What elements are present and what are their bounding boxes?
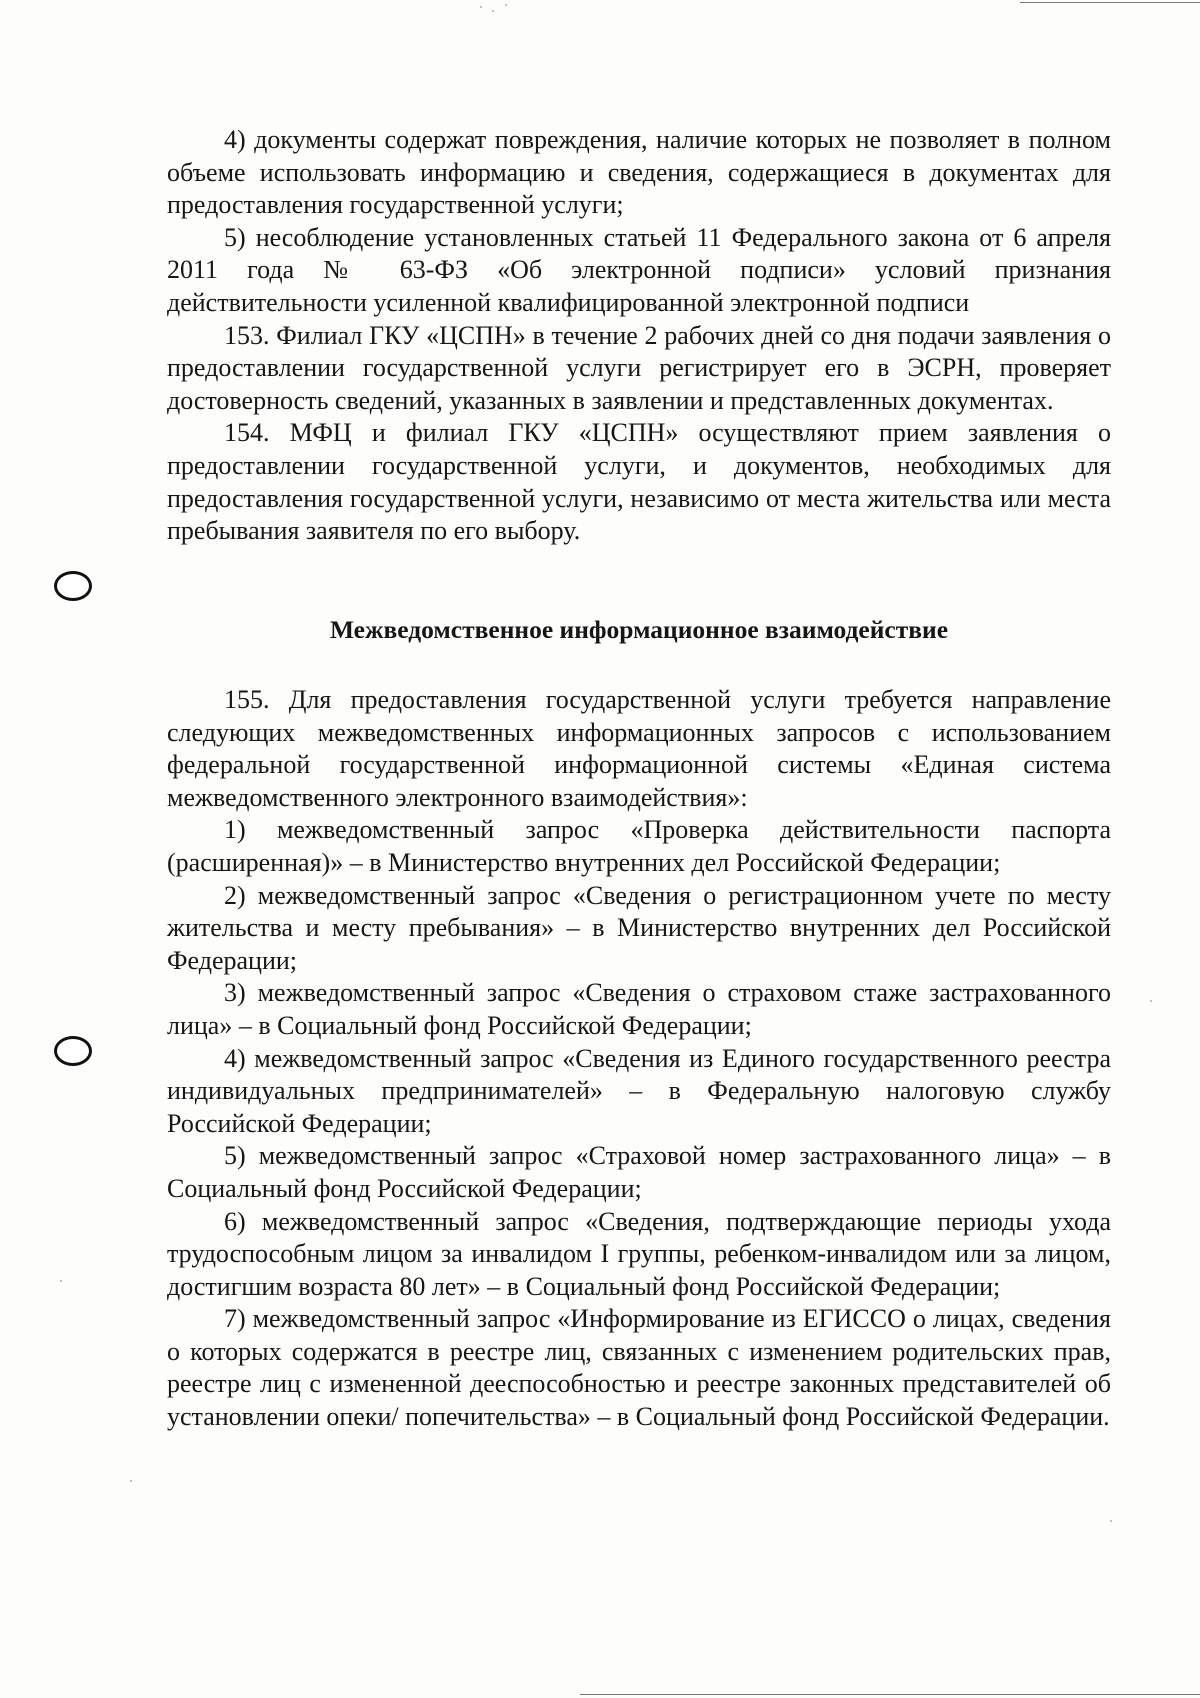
list-item-entrepreneur-registry: 4) межведомственный запрос «Сведения из Единого государственного реестра индивидуальных предпринимателей» – в Федеральную налоговую службу Российской Федерации;: [167, 1043, 1111, 1138]
text-block-bottom: [167, 684, 1111, 1434]
text-block-top: [167, 124, 1111, 548]
paragraph-signature-validity: 5) несоблюдение установленных статьей 11 Федерального закона от 6 апреля 2011 года № 63-ФЗ «Об электронной подписи» условий признания действительности усиленной квалифицированной электронной подписи: [167, 222, 1111, 317]
list-item-egisso-informing: 7) межведомственный запрос «Информирование из ЕГИССО о лицах, сведения о которых содержатся в реестре лиц, связанных с изменением родительских прав, реестре лиц с измененной дееспособностью и реестре законных представителей об установлении опеки/ попечительства» – в Социальный фонд Российской Федерации.: [167, 1304, 1111, 1432]
list-item-insurance-number: 5) межведомственный запрос «Страховой номер застрахованного лица» – в Социальный фонд Российской Федерации;: [167, 1141, 1111, 1203]
paragraph-154-application-intake: 154. МФЦ и филиал ГКУ «ЦСПН» осуществляют прием заявления о предоставлении государственной услуги, и документов, необходимых для предоставления государственной услуги, независимо от места жительства или места пребывания заявителя по его выбору.: [167, 418, 1111, 546]
paragraph-damaged-documents: 4) документы содержат повреждения, наличие которых не позволяет в полном объеме использовать информацию и сведения, содержащиеся в документах для предоставления государственной услуги;: [167, 125, 1111, 220]
scan-edge-line-top: [1020, 2, 1200, 3]
list-item-passport-check: 1) межведомственный запрос «Проверка действительности паспорта (расширенная)» – в Министерство внутренних дел Российской Федерации;: [167, 815, 1111, 877]
punch-hole-icon: [54, 1036, 92, 1066]
scan-speck: [480, 6, 482, 8]
list-item-insurance-experience: 3) межведомственный запрос «Сведения о страховом стаже застрахованного лица» – в Социальный фонд Российской Федерации;: [167, 978, 1111, 1040]
list-item-registration-record: 2) межведомственный запрос «Сведения о регистрационном учете по месту жительства и месту пребывания» – в Министерство внутренних дел Российской Федерации;: [167, 880, 1111, 975]
paragraph-155-interagency-requests: 155. Для предоставления государственной услуги требуется направление следующих межведомственных информационных запросов с использованием федеральной государственной информационной системы «Единая система межведомственного электронного взаимодействия»:: [167, 685, 1111, 812]
punch-hole-icon: [54, 571, 92, 601]
scan-edge-line-bottom: [580, 1694, 1200, 1695]
scan-speck: [505, 4, 507, 6]
scan-speck: [1150, 1000, 1152, 1002]
section-heading: Межведомственное информационное взаимодействие: [329, 615, 949, 644]
scan-speck: [130, 1480, 132, 1482]
list-item-care-periods: 6) межведомственный запрос «Сведения, подтверждающие периоды ухода трудоспособным лицом за инвалидом I группы, ребенком-инвалидом или за лицом, достигшим возраста 80 лет» – в Социальный фонд Российской Федерации;: [167, 1206, 1111, 1301]
scan-speck: [60, 1280, 62, 1282]
paragraph-153-registration: 153. Филиал ГКУ «ЦСПН» в течение 2 рабочих дней со дня подачи заявления о предоставлении государственной услуги регистрирует его в ЭСРН, проверяет достоверность сведений, указанных в заявлении и представленных документах.: [167, 320, 1111, 415]
scan-speck: [1110, 1520, 1112, 1522]
scan-speck: [492, 10, 494, 12]
